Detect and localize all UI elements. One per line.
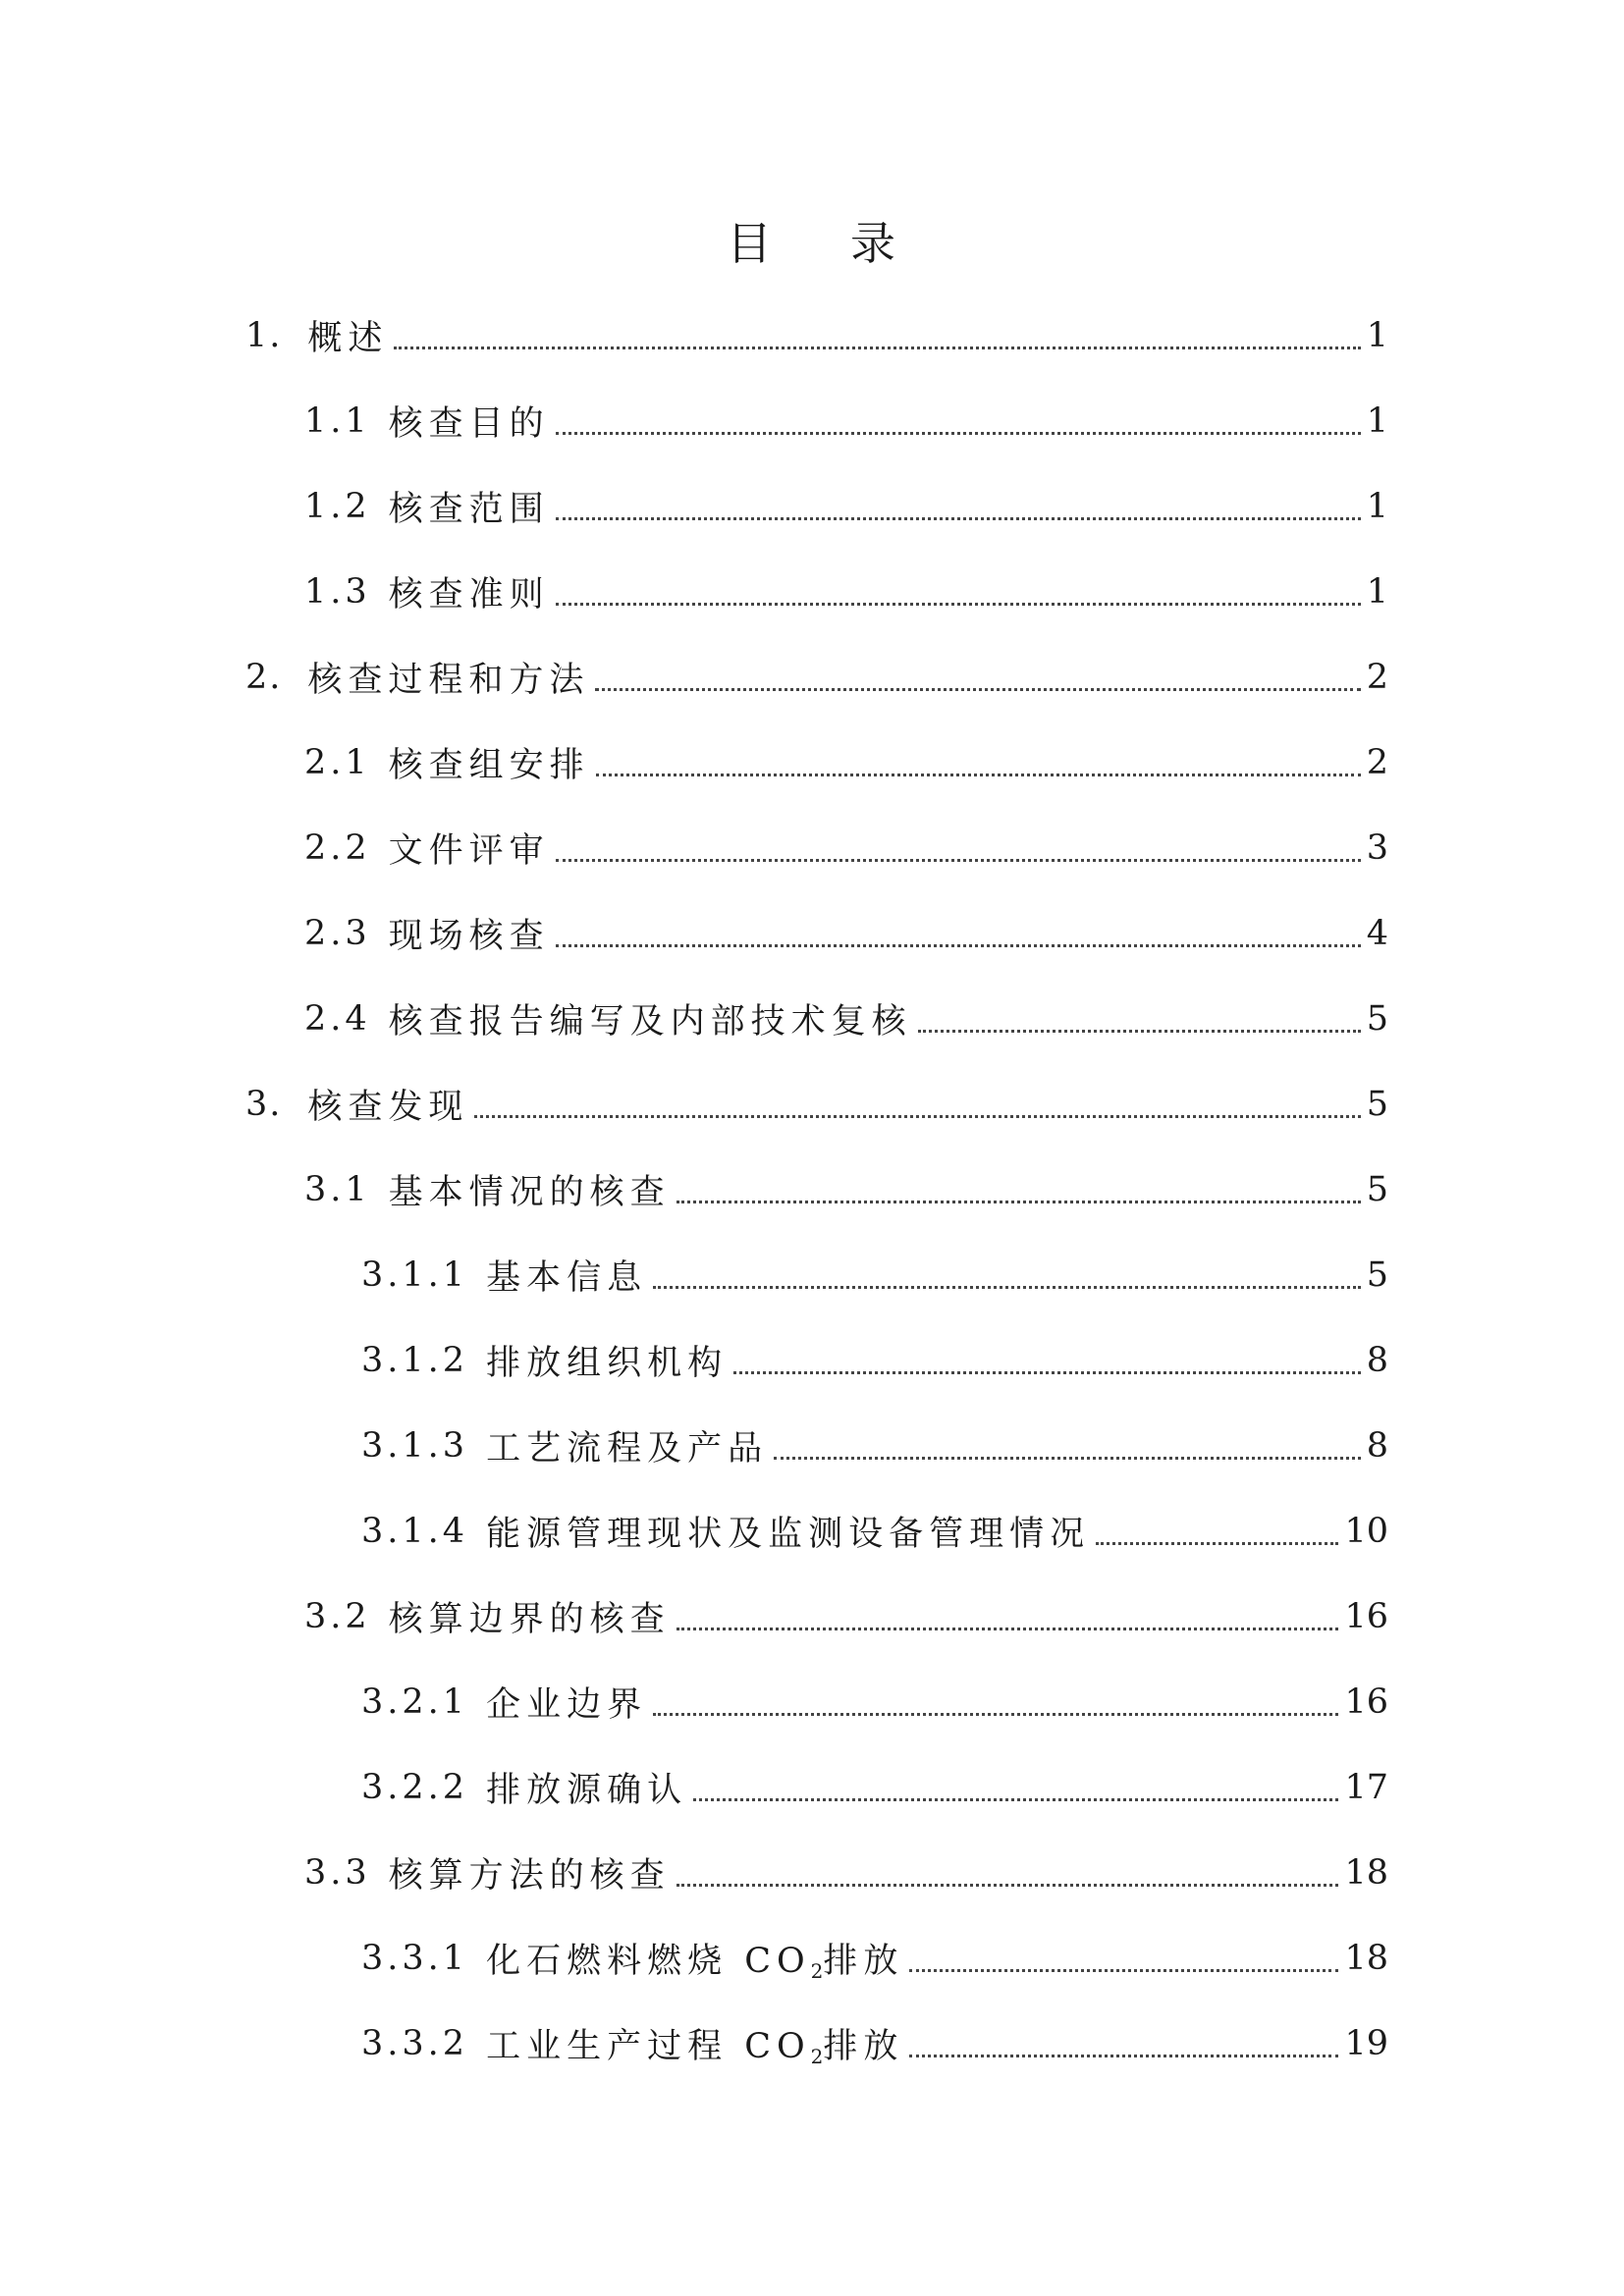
toc-entry-page: 1 (1366, 486, 1388, 526)
dot-leader (474, 1086, 1360, 1118)
toc-entry-page: 5 (1366, 1255, 1388, 1295)
toc-entry-3-1[interactable] (0, 1147, 1624, 1232)
toc-entry-3-1-2[interactable] (0, 1317, 1624, 1403)
toc-entry-number: 3.1.4 (361, 1511, 469, 1551)
toc-entry-3-2-1[interactable] (0, 1659, 1624, 1744)
toc-entry-1[interactable] (0, 293, 1624, 378)
toc-entry-label: 核算边界的核查 (388, 1599, 671, 1639)
toc-entry-number: 2.3 (304, 913, 371, 953)
toc-entry-label: 基本信息 (486, 1257, 648, 1298)
toc-entry-label: 文件评审 (388, 830, 550, 871)
dot-leader (677, 1854, 1339, 1887)
toc-entry-2-2[interactable] (0, 805, 1624, 890)
toc-entry-label: 核算方法的核查 (388, 1855, 671, 1896)
toc-entry-number: 3.3.1 (361, 1938, 469, 1978)
toc-entry-number: 2. (245, 657, 283, 697)
toc-entry-number: 3.2 (304, 1596, 371, 1636)
toc-title (0, 208, 1624, 273)
toc-entry-2-1[interactable] (0, 720, 1624, 805)
toc-entry-3-3[interactable] (0, 1830, 1624, 1915)
toc-entry-label: 核查范围 (388, 489, 550, 529)
toc-entry-number: 3. (245, 1084, 283, 1124)
toc-list (0, 293, 1624, 2086)
toc-entry-number: 2.1 (304, 742, 371, 782)
toc-entry-page: 18 (1344, 1852, 1388, 1893)
dot-leader (556, 402, 1361, 435)
label-text: 排放 (823, 1941, 904, 1981)
toc-entry-page: 8 (1366, 1425, 1388, 1466)
toc-entry-page: 5 (1366, 998, 1388, 1039)
toc-title-part2: 录 (850, 217, 897, 270)
toc-entry-page: 1 (1366, 315, 1388, 355)
toc-entry-number: 3.1.1 (361, 1255, 469, 1295)
dot-leader (394, 317, 1360, 349)
toc-entry-page: 1 (1366, 571, 1388, 612)
toc-entry-page: 10 (1344, 1511, 1388, 1551)
toc-entry-page: 16 (1344, 1682, 1388, 1722)
toc-entry-page: 8 (1366, 1340, 1388, 1380)
dot-leader (556, 488, 1361, 520)
toc-entry-label: 企业边界 (486, 1684, 648, 1725)
toc-entry-number: 3.1 (304, 1169, 371, 1209)
toc-entry-label: 核查目的 (388, 403, 550, 444)
toc-entry-page: 2 (1366, 742, 1388, 782)
toc-entry-page: 2 (1366, 657, 1388, 697)
toc-entry-page: 19 (1344, 2023, 1388, 2063)
toc-entry-page: 18 (1344, 1938, 1388, 1978)
toc-entry-label (486, 2019, 903, 2068)
toc-entry-label: 核查报告编写及内部技术复核 (388, 1001, 912, 1041)
dot-leader (596, 744, 1361, 776)
toc-entry-number: 3.2.1 (361, 1682, 469, 1722)
toc-entry-label: 概述 (307, 318, 389, 358)
toc-entry-label: 核查发现 (307, 1087, 469, 1127)
dot-leader (677, 1598, 1339, 1630)
toc-entry-label: 现场核查 (388, 916, 550, 956)
label-text: 排放 (823, 2026, 904, 2066)
toc-entry-number: 3.1.2 (361, 1340, 469, 1380)
toc-entry-label: 工艺流程及产品 (486, 1428, 769, 1468)
toc-entry-label: 基本情况的核查 (388, 1172, 671, 1212)
toc-entry-2-3[interactable] (0, 890, 1624, 976)
toc-entry-2[interactable] (0, 634, 1624, 720)
dot-leader (774, 1427, 1361, 1460)
dot-leader (556, 915, 1361, 947)
toc-entry-1-1[interactable] (0, 378, 1624, 463)
dot-leader (693, 1769, 1338, 1801)
toc-entry-page: 4 (1366, 913, 1388, 953)
toc-entry-number: 1.1 (304, 400, 371, 441)
toc-entry-page: 3 (1366, 828, 1388, 868)
dot-leader (653, 1683, 1338, 1716)
label-text: 工业生产过程 CO (486, 2026, 811, 2066)
label-text: 化石燃料燃烧 CO (486, 1941, 811, 1981)
toc-entry-3-1-1[interactable] (0, 1232, 1624, 1317)
toc-entry-number: 3.3 (304, 1852, 371, 1893)
dot-leader (556, 829, 1361, 862)
dot-leader (677, 1171, 1361, 1203)
toc-entry-number: 2.2 (304, 828, 371, 868)
toc-entry-3-3-1[interactable] (0, 1915, 1624, 2001)
toc-entry-page: 16 (1344, 1596, 1388, 1636)
toc-entry-1-2[interactable] (0, 463, 1624, 549)
toc-entry-label: 核查过程和方法 (307, 660, 590, 700)
dot-leader (733, 1342, 1361, 1374)
toc-entry-page: 1 (1366, 400, 1388, 441)
toc-entry-label: 排放组织机构 (486, 1343, 729, 1383)
dot-leader (1096, 1513, 1338, 1545)
toc-entry-page: 17 (1344, 1767, 1388, 1807)
toc-entry-label: 排放源确认 (486, 1770, 688, 1810)
toc-entry-3[interactable] (0, 1061, 1624, 1147)
toc-entry-3-2-2[interactable] (0, 1744, 1624, 1830)
toc-entry-1-3[interactable] (0, 549, 1624, 634)
subscript: 2 (810, 1958, 824, 1983)
toc-entry-page: 5 (1366, 1084, 1388, 1124)
toc-entry-number: 3.1.3 (361, 1425, 469, 1466)
toc-entry-3-2[interactable] (0, 1574, 1624, 1659)
toc-entry-label: 核查准则 (388, 574, 550, 614)
toc-entry-label (486, 1934, 903, 1983)
toc-entry-number: 1.2 (304, 486, 371, 526)
dot-leader (909, 2025, 1338, 2057)
toc-entry-number: 1. (245, 315, 283, 355)
toc-entry-label: 能源管理现状及监测设备管理情况 (486, 1514, 1091, 1554)
toc-entry-number: 3.3.2 (361, 2023, 469, 2063)
toc-entry-number: 1.3 (304, 571, 371, 612)
toc-entry-3-3-2[interactable] (0, 2001, 1624, 2086)
toc-entry-2-4[interactable] (0, 976, 1624, 1061)
toc-title-part1: 目 (727, 217, 774, 270)
dot-leader (653, 1256, 1361, 1289)
dot-leader (595, 659, 1360, 691)
toc-entry-number: 2.4 (304, 998, 371, 1039)
toc-entry-number: 3.2.2 (361, 1767, 469, 1807)
dot-leader (556, 573, 1361, 606)
dot-leader (918, 1000, 1361, 1033)
toc-entry-3-1-4[interactable] (0, 1488, 1624, 1574)
toc-entry-3-1-3[interactable] (0, 1403, 1624, 1488)
toc-entry-label: 核查组安排 (388, 745, 590, 785)
toc-entry-page: 5 (1366, 1169, 1388, 1209)
subscript: 2 (810, 2044, 824, 2068)
dot-leader (909, 1940, 1338, 1972)
